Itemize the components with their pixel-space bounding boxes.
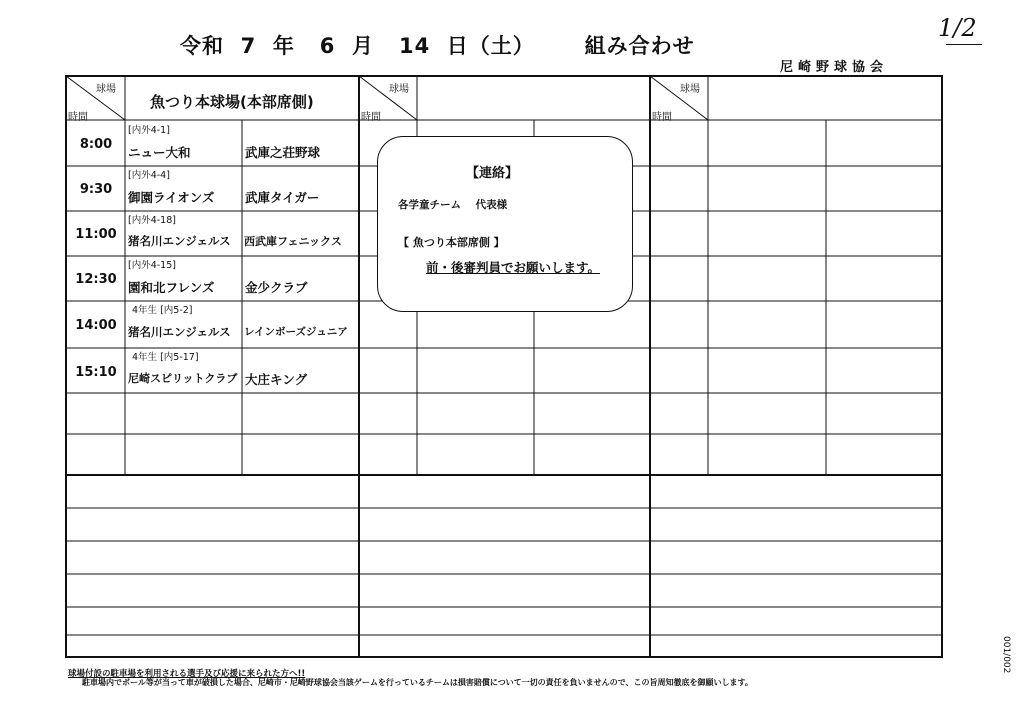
game-tag: [内外4-1] xyxy=(128,125,170,136)
notice-message: 前・後審判員でお願いします。 xyxy=(426,260,601,275)
fax-page-mark: 001/002 xyxy=(1001,636,1011,674)
page-mark: 1/2 xyxy=(938,14,977,42)
time-label: 時間 xyxy=(652,112,672,123)
home-team: 御園ライオンズ xyxy=(128,190,215,205)
home-team: ニュー大和 xyxy=(128,145,191,160)
game-tag: [内外4-15] xyxy=(128,260,176,271)
game-tag: 4年生 [内5-17] xyxy=(132,352,199,363)
notice-recipient: 各学童チーム 代表様 xyxy=(398,199,508,211)
slot-time: 12:30 xyxy=(75,272,117,287)
page-title: 令和 7 年 6 月 14 日（土） 組み合わせ xyxy=(180,34,695,58)
time-label: 時間 xyxy=(68,112,88,123)
notice-field: 【 魚つり本部席側 】 xyxy=(398,236,505,249)
away-team: 武庫之荘野球 xyxy=(245,145,321,160)
slot-time: 9:30 xyxy=(79,182,113,197)
slot-time: 15:10 xyxy=(75,365,117,380)
home-team: 猪名川エンジェルス xyxy=(128,325,231,339)
away-team: 西武庫フェニックス xyxy=(244,235,342,248)
game-tag: 4年生 [内5-2] xyxy=(132,305,193,316)
field-name: 魚つり本球場(本部席側) xyxy=(150,93,314,111)
slot-time: 11:00 xyxy=(75,227,117,242)
field-label: 球場 xyxy=(389,84,409,95)
footer-heading: 球場付設の駐車場を利用される選手及び応援に来られた方へ!! xyxy=(68,669,306,679)
home-team: 尼崎スピリットクラブ xyxy=(128,372,238,385)
home-team: 猪名川エンジェルス xyxy=(128,234,231,248)
organization-name: 尼崎野球協会 xyxy=(780,60,889,75)
away-team: 武庫タイガー xyxy=(245,190,320,205)
home-team: 園和北フレンズ xyxy=(128,280,215,295)
field-label: 球場 xyxy=(96,84,116,95)
slot-time: 14:00 xyxy=(75,318,117,333)
game-tag: [内外4-4] xyxy=(128,170,170,181)
away-team: 大庄キング xyxy=(245,372,308,387)
away-team: レインボーズジュニア xyxy=(244,326,348,338)
away-team: 金少クラブ xyxy=(245,280,308,295)
notice-title: 【連絡】 xyxy=(466,166,519,181)
slot-time: 8:00 xyxy=(79,137,113,152)
field-label: 球場 xyxy=(680,84,700,95)
time-label: 時間 xyxy=(361,112,381,123)
footer-disclaimer: 駐車場内でボール等が当って車が破損した場合、尼崎市・尼崎野球協会当該ゲームを行っているチームは損害賠償について一切の責任を負いませんので、この旨周知徹底を御願いします。 xyxy=(82,678,753,687)
game-tag: [内外4-18] xyxy=(128,215,176,226)
